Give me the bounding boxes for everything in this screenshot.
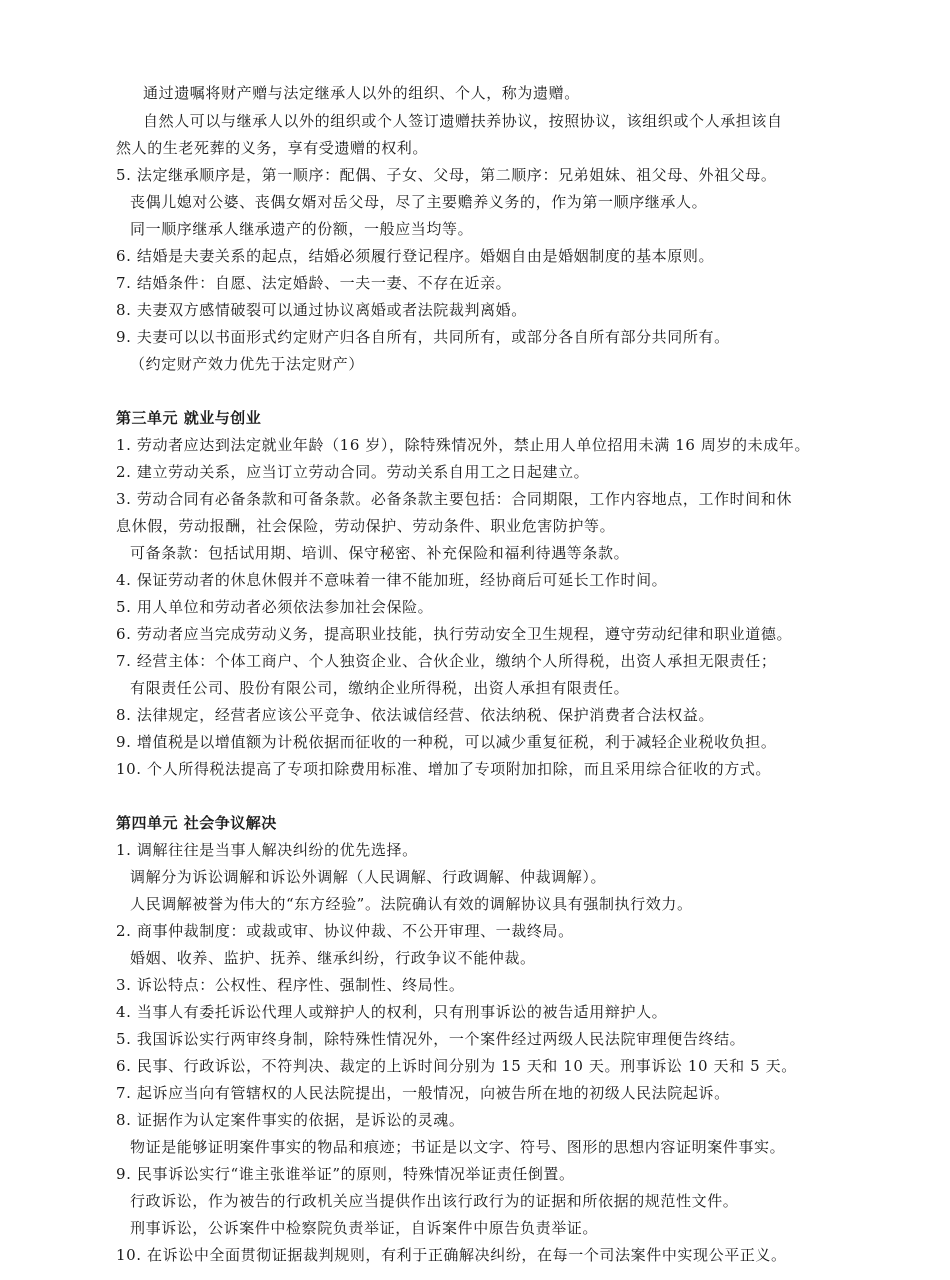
list-item: 9. 民事诉讼实行“谁主张谁举证”的原则，特殊情况举证责任倒置。 [116, 1165, 575, 1183]
list-item: 2. 商事仲裁制度：或裁或审、协议仲裁、不公开审理、一裁终局。 [116, 922, 574, 940]
text-line: 通过遗嘱将财产赠与法定继承人以外的组织、个人，称为遗赠。 [143, 84, 580, 102]
list-item: 5. 法定继承顺序是，第一顺序：配偶、子女、父母，第二顺序：兄弟姐妹、祖父母、外祖父母。 [116, 166, 777, 184]
text-line: 调解分为诉讼调解和诉讼外调解（人民调解、行政调解、仲裁调解）。 [130, 868, 607, 886]
list-item: 10. 在诉讼中全面贯彻证据裁判规则，有利于正确解决纠纷，在每一个司法案件中实现公平正义。 [116, 1246, 787, 1264]
text-line: 婚姻、收养、监护、抚养、继承纠纷，行政争议不能仲裁。 [130, 949, 536, 967]
text-line: 可备条款：包括试用期、培训、保守秘密、补充保险和福利待遇等条款。 [130, 544, 630, 562]
text-line: 物证是能够证明案件事实的物品和痕迹；书证是以文字、符号、图形的思想内容证明案件事实。 [130, 1138, 786, 1156]
list-item: 8. 法律规定，经营者应该公平竞争、依法诚信经营、依法纳税、保护消费者合法权益。 [116, 706, 715, 724]
list-item: 9. 增值税是以增值额为计税依据而征收的一种税，可以减少重复征税，利于减轻企业税收负担。 [116, 733, 777, 751]
list-item: 1. 劳动者应达到法定就业年龄（16 岁），除特殊情况外，禁止用人单位招用未满 16 周岁的未成年。 [116, 436, 811, 454]
list-item: 7. 起诉应当向有管辖权的人民法院提出，一般情况，向被告所在地的初级人民法院起诉。 [116, 1084, 730, 1102]
list-item: 7. 结婚条件：自愿、法定婚龄、一夫一妻、不存在近亲。 [116, 274, 512, 292]
list-item: 1. 调解往往是当事人解决纠纷的优先选择。 [116, 841, 418, 859]
list-item: 5. 用人单位和劳动者必须依法参加社会保险。 [116, 598, 434, 616]
list-item: 4. 当事人有委托诉讼代理人或辩护人的权利，只有刑事诉讼的被告适用辩护人。 [116, 1003, 668, 1021]
section-heading: 第四单元 社会争议解决 [116, 814, 277, 832]
text-line: 有限责任公司、股份有限公司，缴纳企业所得税，出资人承担有限责任。 [130, 679, 630, 697]
text-line: 同一顺序继承人继承遗产的份额，一般应当均等。 [130, 220, 474, 238]
text-line: 丧偶儿媳对公婆、丧偶女婿对岳父母，尽了主要赡养义务的，作为第一顺序继承人。 [130, 193, 708, 211]
text-line: 刑事诉讼，公诉案件中检察院负责举证，自诉案件中原告负责举证。 [130, 1219, 599, 1237]
list-item: 4. 保证劳动者的休息休假并不意味着一律不能加班，经协商后可延长工作时间。 [116, 571, 668, 589]
list-item: 3. 诉讼特点：公权性、程序性、强制性、终局性。 [116, 976, 465, 994]
list-item: 6. 劳动者应当完成劳动义务，提高职业技能，执行劳动安全卫生规程，遵守劳动纪律和职业道德。 [116, 625, 793, 643]
text-line: 行政诉讼，作为被告的行政机关应当提供作出该行政行为的证据和所依据的规范性文件。 [130, 1192, 739, 1210]
list-item: 8. 夫妻双方感情破裂可以通过协议离婚或者法院裁判离婚。 [116, 301, 527, 319]
list-item: 9. 夫妻可以以书面形式约定财产归各自所有，共同所有，或部分各自所有部分共同所有。 [116, 328, 730, 346]
list-item: 6. 民事、行政诉讼，不符判决、裁定的上诉时间分别为 15 天和 10 天。刑事诉讼 10 天和 5 天。 [116, 1057, 797, 1075]
list-item: 8. 证据作为认定案件事实的依据，是诉讼的灵魂。 [116, 1111, 465, 1129]
list-item: 5. 我国诉讼实行两审终身制，除特殊性情况外，一个案件经过两级人民法院审理便告终结。 [116, 1030, 746, 1048]
text-line: 息休假，劳动报酬，社会保险，劳动保护、劳动条件、职业危害防护等。 [116, 517, 616, 535]
list-item: 7. 经营主体：个体工商户、个人独资企业、合伙企业，缴纳个人所得税，出资人承担无限责任； [116, 652, 777, 670]
text-line: 自然人可以与继承人以外的组织或个人签订遗赠扶养协议，按照协议，该组织或个人承担该自 [143, 112, 783, 130]
list-item: 2. 建立劳动关系，应当订立劳动合同。劳动关系自用工之日起建立。 [116, 463, 590, 481]
list-item: 3. 劳动合同有必备条款和可备条款。必备条款主要包括：合同期限，工作内容地点，工作时间和休 [116, 490, 793, 508]
section-heading: 第三单元 就业与创业 [116, 409, 262, 427]
list-item: 10. 个人所得税法提高了专项扣除费用标准、增加了专项附加扣除，而且采用综合征收的方式。 [116, 760, 772, 778]
text-line: （约定财产效力优先于法定财产） [130, 355, 365, 373]
text-line: 然人的生老死葬的义务，享有受遗赠的权利。 [116, 139, 429, 157]
text-line: 人民调解被誉为伟大的“东方经验”。法院确认有效的调解协议具有强制执行效力。 [130, 895, 693, 913]
list-item: 6. 结婚是夫妻关系的起点，结婚必须履行登记程序。婚姻自由是婚姻制度的基本原则。 [116, 247, 715, 265]
